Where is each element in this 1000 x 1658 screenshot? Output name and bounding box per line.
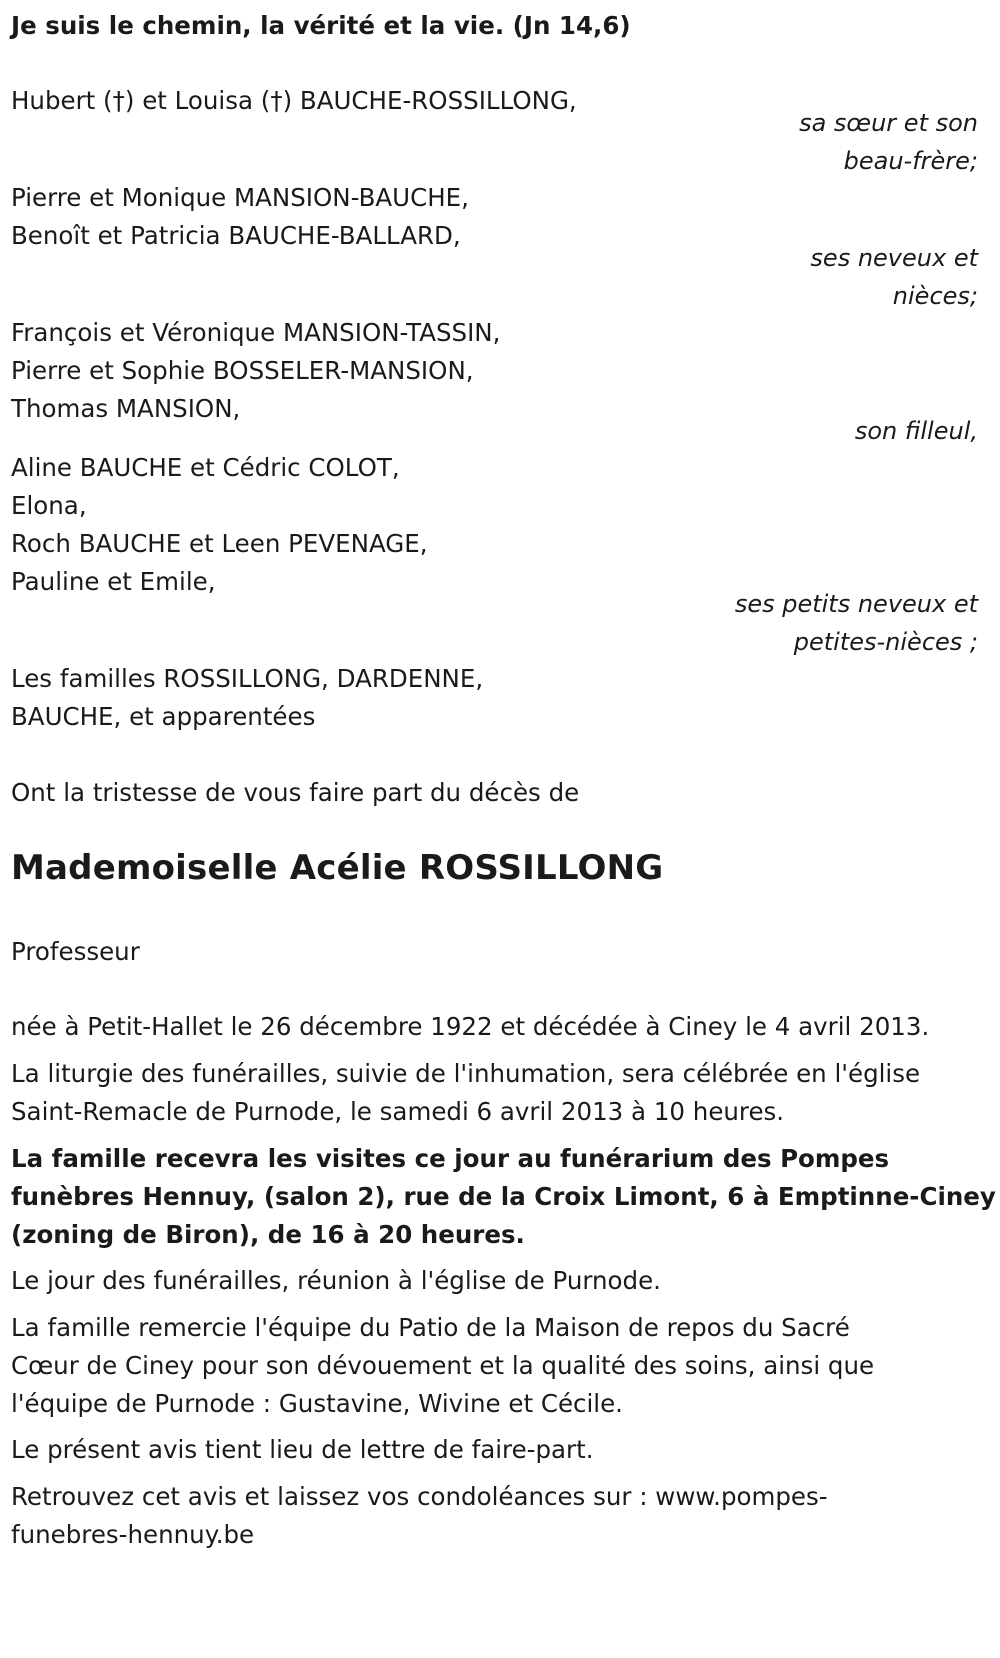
family-line: Aline BAUCHE et Cédric COLOT, <box>11 453 400 482</box>
online-line: Retrouvez cet avis et laissez vos condoléances sur : www.pompes- <box>11 1482 828 1511</box>
deceased-name: Mademoiselle Acélie ROSSILLONG <box>11 848 664 888</box>
liturgy-line: Saint-Remacle de Purnode, le samedi 6 avril 2013 à 10 heures. <box>11 1097 785 1126</box>
relation-label: nièces; <box>892 282 978 310</box>
relation-label: sa sœur et son <box>799 109 978 137</box>
visits-line: La famille recevra les visites ce jour au funérarium des Pompes <box>11 1144 890 1173</box>
visits-line: funèbres Hennuy, (salon 2), rue de la Croix Limont, 6 à Emptinne-Ciney <box>11 1182 996 1211</box>
family-line: Pauline et Emile, <box>11 567 216 596</box>
obituary-page <box>11 0 996 1658</box>
family-line: Roch BAUCHE et Leen PEVENAGE, <box>11 529 428 558</box>
family-line: Pierre et Sophie BOSSELER-MANSION, <box>11 356 474 385</box>
thanks-line: l'équipe de Purnode : Gustavine, Wivine et Cécile. <box>11 1389 623 1418</box>
family-line: Benoît et Patricia BAUCHE-BALLARD, <box>11 221 461 250</box>
thanks-line: La famille remercie l'équipe du Patio de la Maison de repos du Sacré <box>11 1313 850 1342</box>
relation-label: ses neveux et <box>810 244 978 272</box>
relation-label: son filleul, <box>854 417 978 445</box>
family-line: BAUCHE, et apparentées <box>11 702 316 731</box>
bible-verse: Je suis le chemin, la vérité et la vie. (Jn 14,6) <box>11 11 631 40</box>
announcement-text: Ont la tristesse de vous faire part du décès de <box>11 778 580 807</box>
meeting-text: Le jour des funérailles, réunion à l'église de Purnode. <box>11 1266 661 1295</box>
profession: Professeur <box>11 937 140 966</box>
liturgy-line: La liturgie des funérailles, suivie de l'inhumation, sera célébrée en l'église <box>11 1059 921 1088</box>
family-line: François et Véronique MANSION-TASSIN, <box>11 318 501 347</box>
relation-label: ses petits neveux et <box>734 590 978 618</box>
relation-label: beau-frère; <box>843 147 978 175</box>
online-link[interactable]: funebres-hennuy.be <box>11 1520 255 1549</box>
birth-death-text: née à Petit-Hallet le 26 décembre 1922 et décédée à Ciney le 4 avril 2013. <box>11 1012 930 1041</box>
thanks-line: Cœur de Ciney pour son dévouement et la qualité des soins, ainsi que <box>11 1351 875 1380</box>
relation-label: petites-nièces ; <box>793 628 978 656</box>
family-line: Hubert (†) et Louisa (†) BAUCHE-ROSSILLONG, <box>11 86 577 115</box>
family-line: Elona, <box>11 491 87 520</box>
family-line: Les familles ROSSILLONG, DARDENNE, <box>11 664 484 693</box>
visits-line: (zoning de Biron), de 16 à 20 heures. <box>11 1220 525 1249</box>
family-line: Pierre et Monique MANSION-BAUCHE, <box>11 183 469 212</box>
family-line: Thomas MANSION, <box>11 394 241 423</box>
notice-text: Le présent avis tient lieu de lettre de faire-part. <box>11 1435 594 1464</box>
